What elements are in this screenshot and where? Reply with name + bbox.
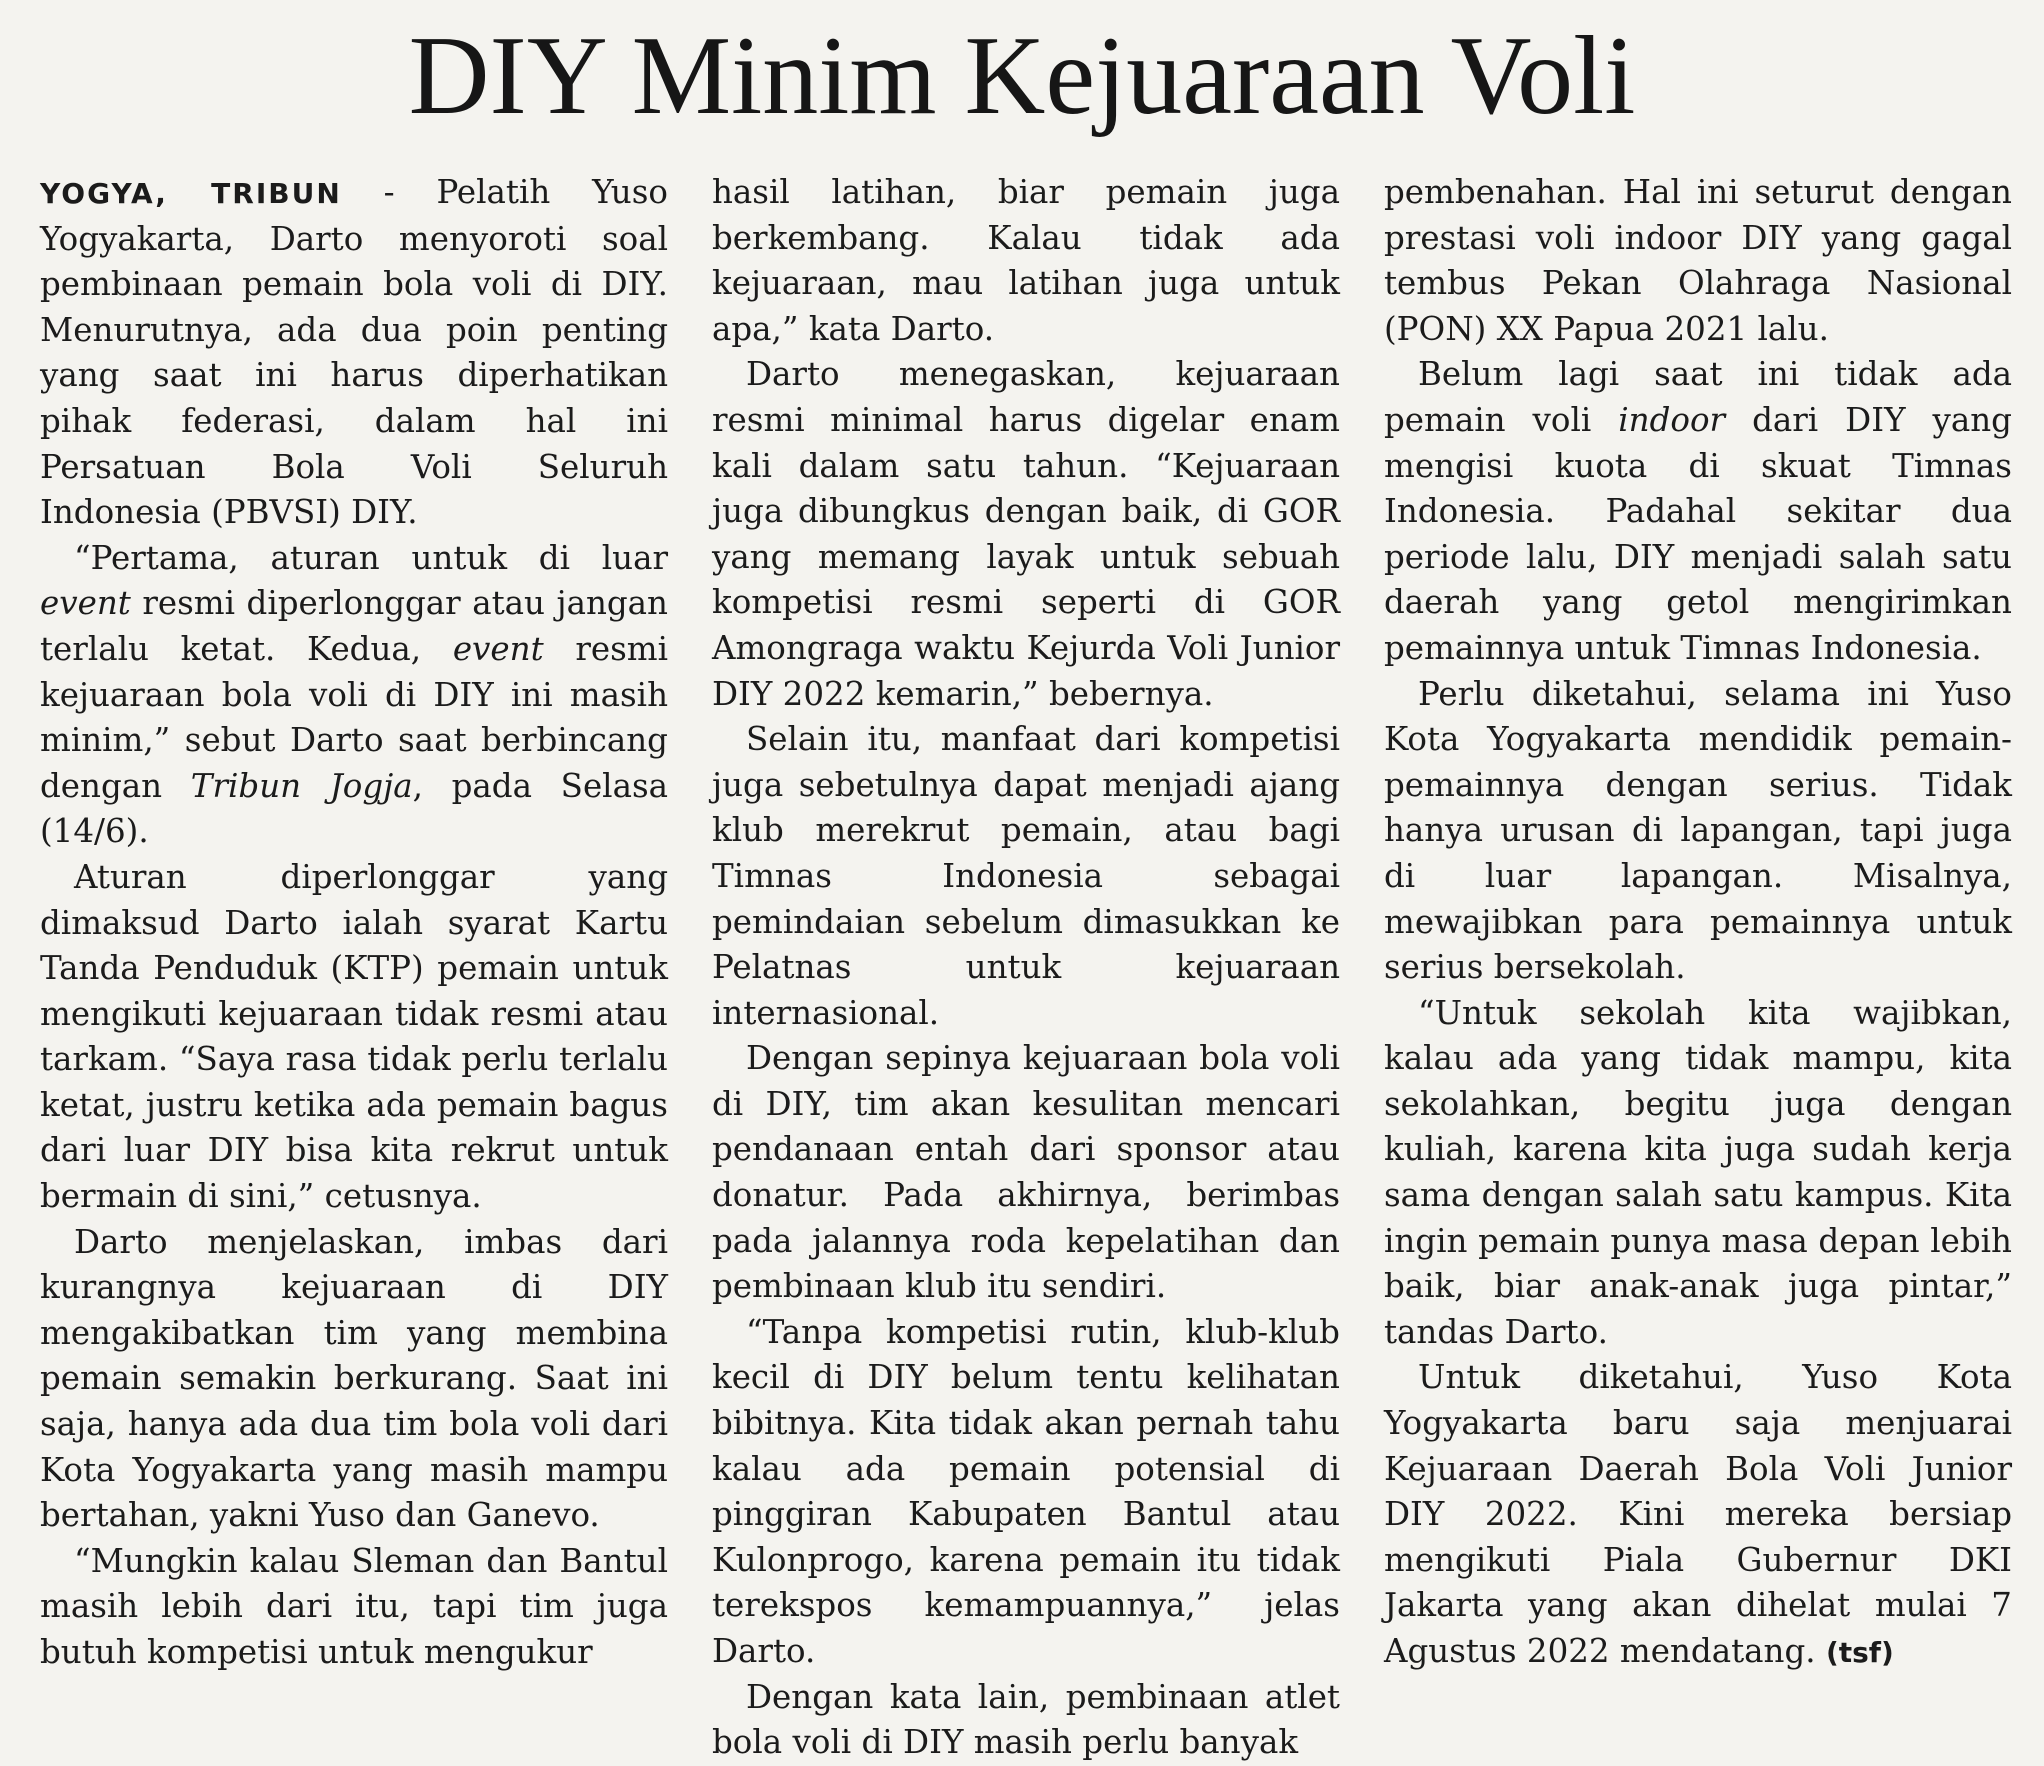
paragraph-text: resmi kejuaraan bola voli di DIY ini masih minim,” sebut Darto saat berbincang dengan [40, 629, 668, 805]
paragraph-text: pembenahan. Hal ini seturut dengan prestasi voli indoor DIY yang gagal tembus Pekan Olahraga Nasional (PON) XX Papua 2021 lalu. [1384, 173, 2012, 348]
paragraph [712, 352, 1340, 717]
paragraph [1384, 1355, 2012, 1675]
paragraph-text: , pada Selasa (14/6). [40, 766, 668, 851]
paragraph [40, 1220, 668, 1539]
paragraph-text: “Mungkin kalau Sleman dan Bantul masih lebih dari itu, tapi tim juga butuh kompetisi untuk mengukur [40, 1541, 668, 1671]
dateline: YOGYA, TRIBUN [40, 177, 342, 210]
paragraph [712, 717, 1340, 1036]
italic-term: indoor [1618, 400, 1726, 439]
article-column-2 [712, 170, 1340, 1762]
italic-term: event [452, 629, 544, 668]
paragraph-text: Aturan diperlonggar yang dimaksud Darto ialah syarat Kartu Tanda Penduduk (KTP) pemain untuk mengikuti kejuaraan tidak resmi atau tarkam. “Saya rasa tidak perlu terlalu ketat, justru ketika ada pemain bagus dari luar DIY bisa kita rekrut untuk bermain di sini,” cetusnya. [40, 857, 668, 1216]
paragraph-text: Darto menjelaskan, imbas dari kurangnya kejuaraan di DIY mengakibatkan tim yang membina pemain semakin berkurang. Saat ini saja, hanya ada dua tim bola voli dari Kota Yogyakarta yang masih mampu bertahan, yakni Yuso dan Ganevo. [40, 1222, 668, 1535]
paragraph [40, 855, 668, 1220]
paragraph [712, 1036, 1340, 1310]
paragraph [40, 170, 668, 536]
paragraph-text: - Pelatih Yuso Yogyakarta, Darto menyoroti soal pembinaan pemain bola voli di DIY. Menurutnya, ada dua poin penting yang saat ini harus diperhatikan pihak federasi, dalam hal ini Persatuan Bola Voli Seluruh Indonesia (PBVSI) DIY. [40, 173, 668, 532]
paragraph [40, 1539, 668, 1676]
paragraph-text: resmi diperlonggar atau jangan terlalu ketat. Kedua, [40, 584, 668, 668]
paragraph-text: Dengan kata lain, pembinaan atlet bola voli di DIY masih perlu banyak [712, 1677, 1340, 1762]
author-signature: (tsf) [1825, 1636, 1894, 1669]
paragraph [1384, 170, 2012, 352]
paragraph-text: “Untuk sekolah kita wajibkan, kalau ada yang tidak mampu, kita sekolahkan, begitu juga dengan kuliah, karena kita juga sudah kerja sama dengan salah satu kampus. Kita ingin pemain punya masa depan lebih baik, biar anak-anak juga pintar,” tandas Darto. [1384, 993, 2012, 1351]
italic-term: Tribun Jogja [190, 766, 413, 805]
article-column-3 [1384, 170, 2012, 1670]
italic-term: event [40, 584, 131, 623]
article-column-1 [40, 170, 668, 1671]
paragraph-text: Belum lagi saat ini tidak ada pemain voli [1384, 355, 2012, 439]
paragraph-text: Selain itu, manfaat dari kompetisi juga sebetulnya dapat menjadi ajang klub merekrut pemain, atau bagi Timnas Indonesia sebagai pemindaian sebelum dimasukkan ke Pelatnas untuk kejuaraan internasional. [712, 720, 1340, 1032]
paragraph-text: Dengan sepinya kejuaraan bola voli di DIY, tim akan kesulitan mencari pendanaan entah dari sponsor atau donatur. Pada akhirnya, berimbas pada jalannya roda kepelatihan dan pembinaan klub itu sendiri. [712, 1039, 1340, 1306]
paragraph [712, 1310, 1340, 1675]
paragraph [712, 1675, 1340, 1766]
paragraph-text: hasil latihan, biar pemain juga berkembang. Kalau tidak ada kejuaraan, mau latihan juga untuk apa,” kata Darto. [712, 173, 1340, 348]
paragraph-text: “Tanpa kompetisi rutin, klub-klub kecil di DIY belum tentu kelihatan bibitnya. Kita tidak akan pernah tahu kalau ada pemain potensial di pinggiran Kabupaten Bantul atau Kulonprogo, karena pemain itu tidak terekspos kemampuannya,” jelas Darto. [712, 1312, 1340, 1670]
paragraph [40, 536, 668, 855]
paragraph-text: Untuk diketahui, Yuso Kota Yogyakarta baru saja menjuarai Kejuaraan Daerah Bola Voli Junior DIY 2022. Kini mereka bersiap mengikuti Piala Gubernur DKI Jakarta yang akan dihelat mulai 7 Agustus 2022 mendatang. [1384, 1358, 2012, 1670]
paragraph-text: Darto menegaskan, kejuaraan resmi minimal harus digelar enam kali dalam satu tahun. “Kejuaraan juga dibungkus dengan baik, di GOR yang memang layak untuk sebuah kompetisi resmi seperti di GOR Amongraga waktu Kejurda Voli Junior DIY 2022 kemarin,” bebernya. [712, 355, 1340, 713]
headline: DIY Minim Kejuaraan Voli [408, 14, 1636, 138]
paragraph [1384, 672, 2012, 991]
paragraph [1384, 352, 2012, 671]
paragraph-text: dari DIY yang mengisi kuota di skuat Timnas Indonesia. Padahal sekitar dua periode lalu, DIY menjadi salah satu daerah yang getol mengirimkan pemainnya untuk Timnas Indonesia. [1384, 400, 2012, 667]
paragraph [712, 170, 1340, 352]
paragraph-text: Perlu diketahui, selama ini Yuso Kota Yogyakarta mendidik pemain-pemainnya dengan serius. Tidak hanya urusan di lapangan, tapi juga di luar lapangan. Misalnya, mewajibkan para pemainnya untuk serius bersekolah. [1384, 674, 2012, 987]
paragraph [1384, 991, 2012, 1356]
paragraph-text: “Pertama, aturan untuk di luar [74, 538, 668, 577]
